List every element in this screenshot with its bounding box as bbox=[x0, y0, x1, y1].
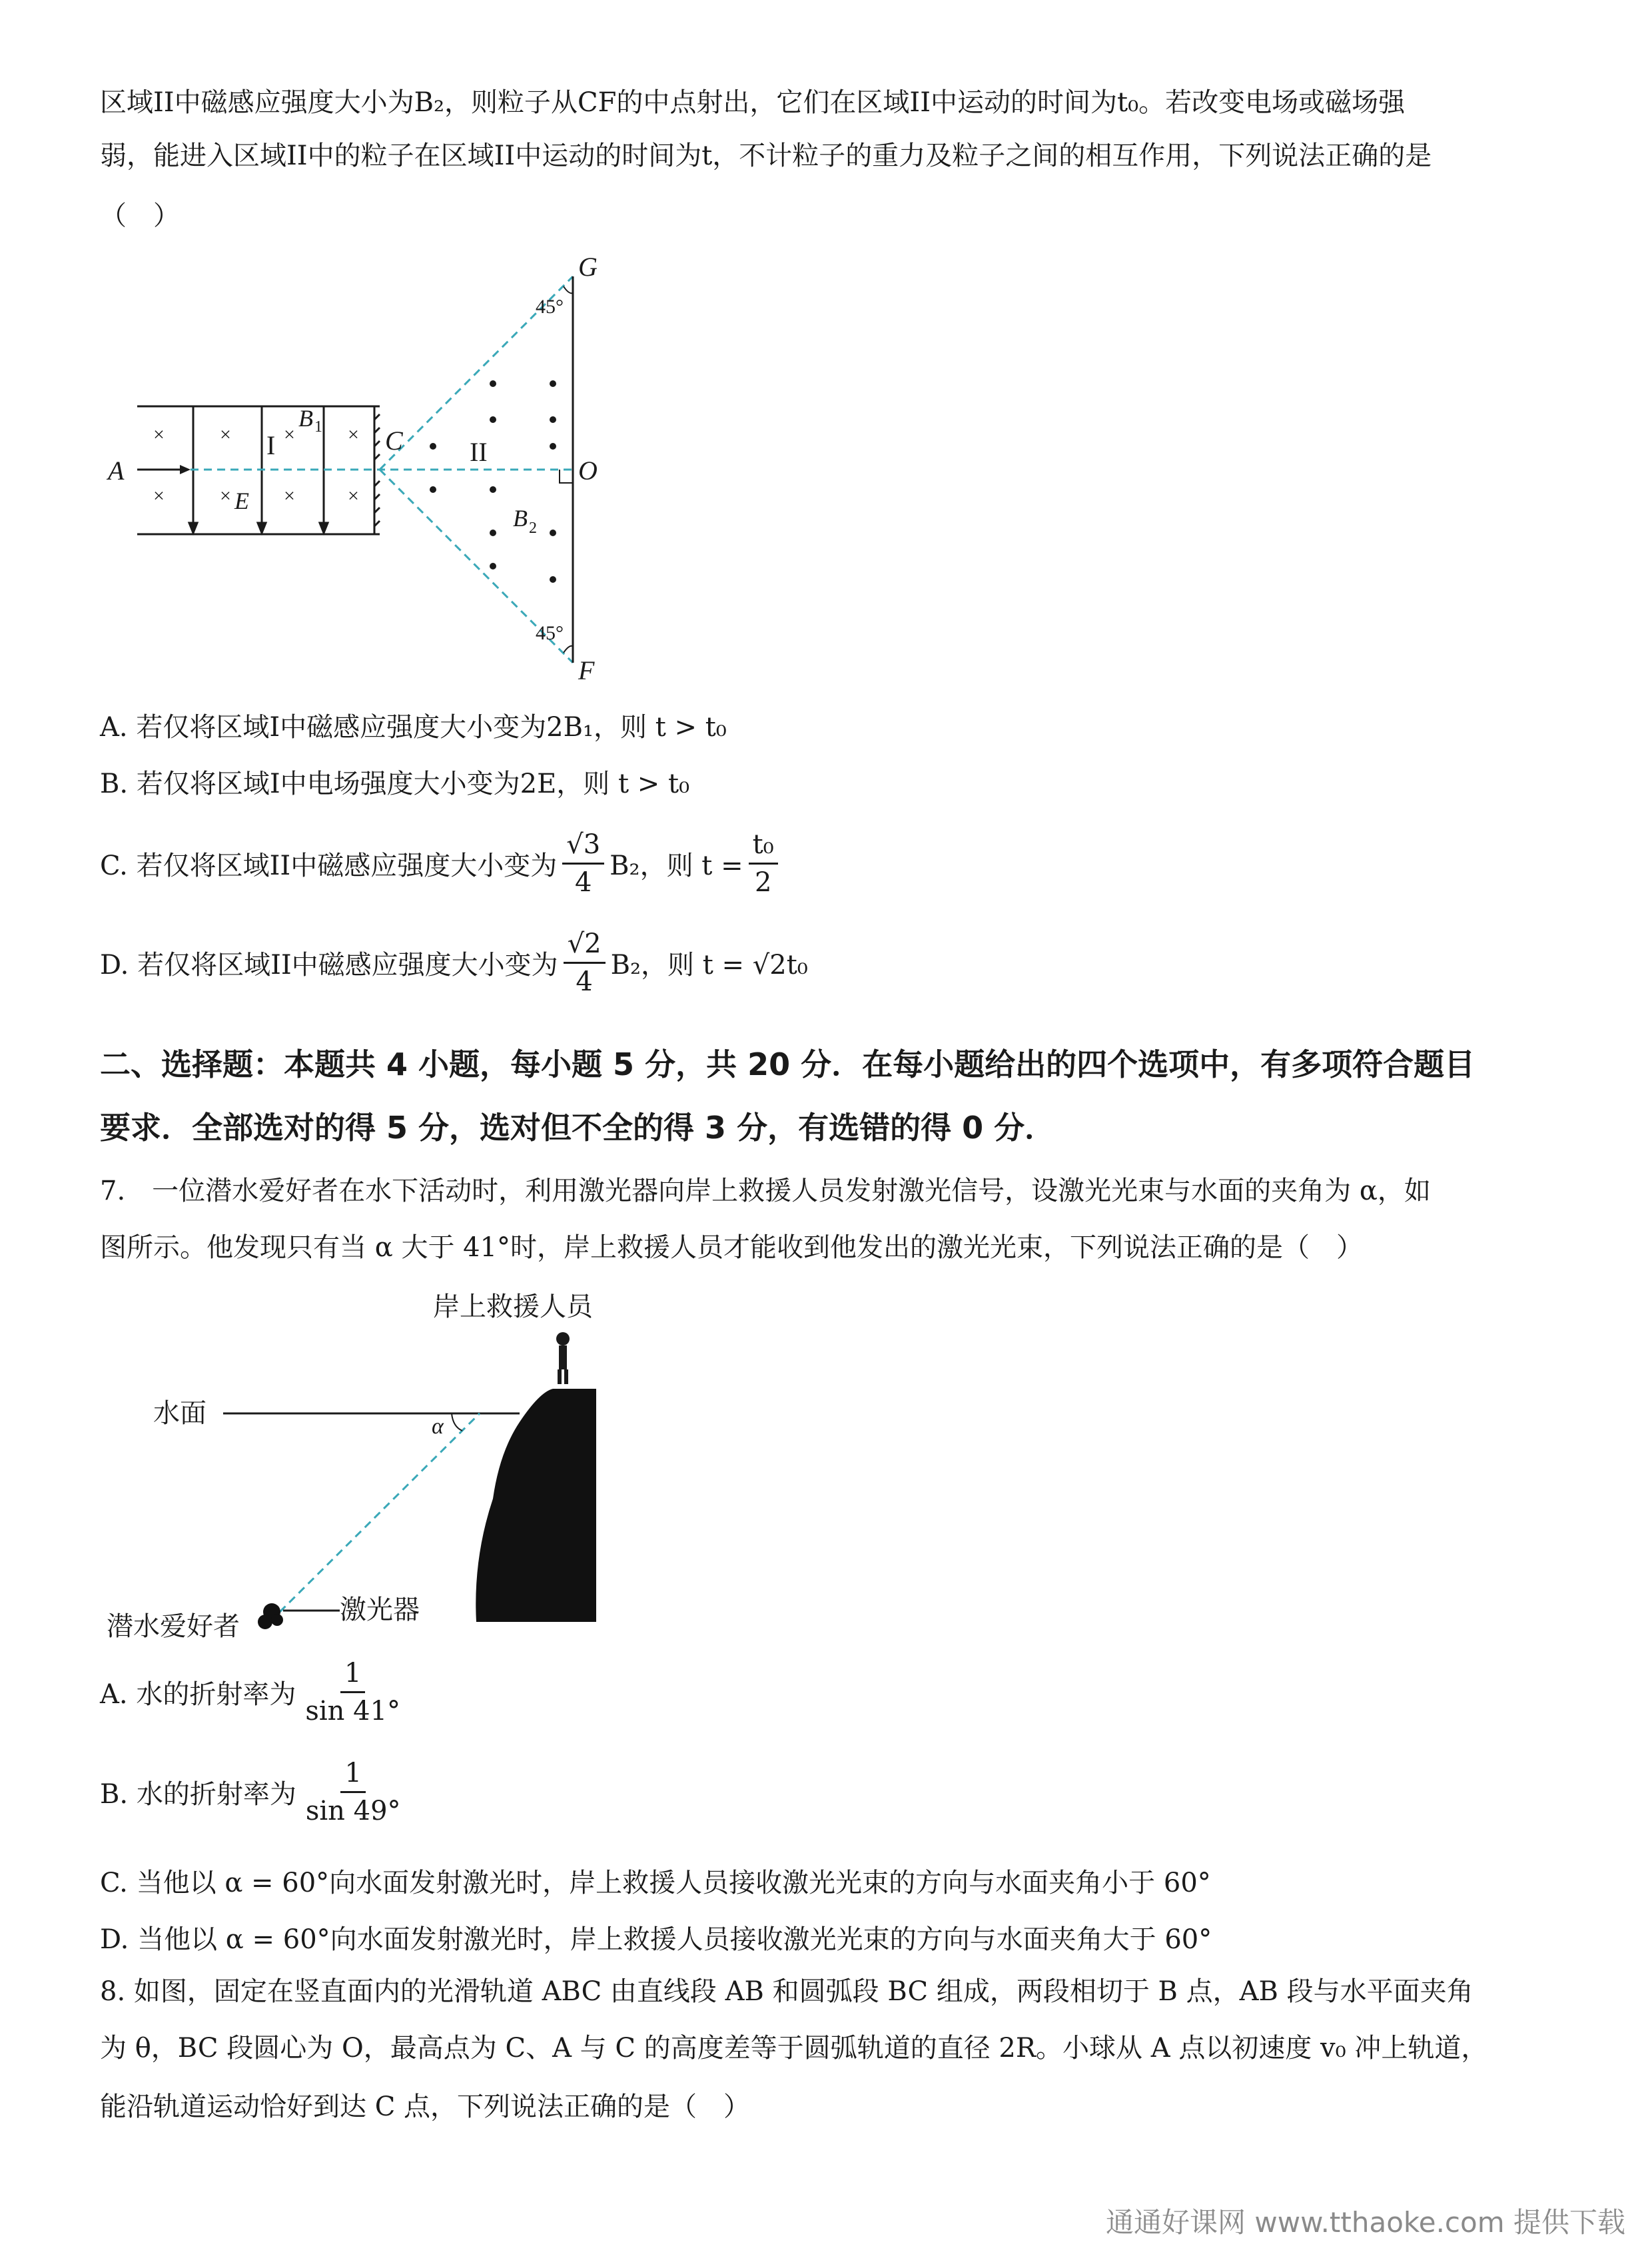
q7-option-b-fraction bbox=[302, 1758, 405, 1826]
q7-option-a-fraction bbox=[301, 1658, 404, 1726]
q6-text-line-1: 区域II中磁感应强度大小为B₂，则粒子从CF的中点射出，它们在区域II中运动的时间为t₀。若改变电场或磁场强 bbox=[100, 87, 1406, 118]
rescuer-figure bbox=[556, 1332, 570, 1384]
q6-option-c-prefix: C. 若仅将区域II中磁感应强度大小变为 bbox=[100, 850, 558, 881]
label-g: G bbox=[578, 253, 598, 282]
label-region-i: I bbox=[266, 430, 276, 460]
diver-figure bbox=[258, 1603, 283, 1629]
q7-option-d: D. 当他以 α = 60°向水面发射激光时，岸上救援人员接收激光光束的方向与水面夹角大于 60° bbox=[100, 1924, 1212, 1955]
svg-text:×: × bbox=[284, 424, 295, 446]
section2-heading-line-1: 二、选择题：本题共 4 小题，每小题 5 分，共 20 分．在每小题给出的四个选项中，有多项符合题目 bbox=[100, 1046, 1475, 1082]
label-b1-sub: 1 bbox=[314, 418, 322, 436]
svg-text:×: × bbox=[220, 485, 231, 507]
q7-option-b bbox=[100, 1752, 410, 1832]
q6-figure bbox=[100, 253, 633, 693]
q7-text-line-1: 7. 一位潜水爱好者在水下活动时，利用激光器向岸上救援人员发射激光信号，设激光光束与水面的夹角为 α，如 bbox=[100, 1176, 1431, 1206]
q7-text-line-2: 图所示。他发现只有当 α 大于 41°时，岸上救援人员才能收到他发出的激光光束，下列说法正确的是（ ） bbox=[100, 1232, 1364, 1263]
svg-text:×: × bbox=[153, 485, 165, 507]
cliff-shape bbox=[476, 1389, 596, 1622]
svg-text:×: × bbox=[153, 424, 165, 446]
q7-option-c: C. 当他以 α = 60°向水面发射激光时，岸上救援人员接收激光光束的方向与水面夹角小于 60° bbox=[100, 1867, 1211, 1898]
svg-text:×: × bbox=[220, 424, 231, 446]
fraction-numerator: √2 bbox=[564, 929, 606, 964]
fraction-denominator: 4 bbox=[574, 867, 592, 898]
label-diver: 潜水爱好者 bbox=[107, 1611, 240, 1641]
label-region-ii: II bbox=[470, 437, 488, 467]
svg-text:×: × bbox=[284, 485, 295, 507]
fraction-denominator: 2 bbox=[754, 867, 772, 898]
label-angle-bottom: 45° bbox=[536, 622, 564, 644]
q7-option-a bbox=[100, 1652, 410, 1732]
q8-text-line-2: 为 θ，BC 段圆心为 O，最高点为 C、A 与 C 的高度差等于圆弧轨道的直径 2R。小球从 A 点以初速度 v₀ 冲上轨道， bbox=[100, 2033, 1488, 2064]
label-rescuer: 岸上救援人员 bbox=[433, 1292, 593, 1321]
label-a: A bbox=[108, 456, 125, 486]
label-angle-top: 45° bbox=[536, 296, 564, 318]
label-e: E bbox=[234, 488, 249, 514]
fraction-numerator: 1 bbox=[340, 1758, 365, 1793]
q6-option-d-fraction bbox=[564, 929, 606, 997]
b1-crosses bbox=[153, 424, 359, 507]
label-b2-sub: 2 bbox=[529, 520, 537, 537]
q8-text-line-1: 8. 如图，固定在竖直面内的光滑轨道 ABC 由直线段 AB 和圆弧段 BC 组成，两段相切于 B 点，AB 段与水平面夹角 bbox=[100, 1976, 1473, 2007]
label-water-surface: 水面 bbox=[153, 1398, 206, 1428]
svg-text:×: × bbox=[348, 424, 359, 446]
label-laser: 激光器 bbox=[340, 1595, 420, 1625]
section2-heading-line-2: 要求．全部选对的得 5 分，选对但不全的得 3 分，有选错的得 0 分． bbox=[100, 1110, 1056, 1146]
q6-option-c-t-fraction bbox=[749, 829, 778, 898]
fraction-numerator: t₀ bbox=[749, 829, 778, 865]
q7-option-a-prefix: A. 水的折射率为 bbox=[100, 1679, 296, 1710]
q7-figure bbox=[100, 1279, 633, 1652]
fraction-denominator: sin 49° bbox=[305, 1795, 401, 1826]
q6-field-diagram bbox=[100, 253, 633, 693]
fraction-numerator: 1 bbox=[340, 1658, 365, 1693]
label-alpha: α bbox=[432, 1414, 444, 1439]
q6-option-d-suffix: B₂，则 t = √2t₀ bbox=[610, 949, 808, 980]
q6-text-line-3: （ ） bbox=[100, 200, 180, 231]
label-f: F bbox=[578, 655, 595, 685]
q8-text-line-3: 能沿轨道运动恰好到达 C 点，下列说法正确的是（ ） bbox=[100, 2091, 751, 2122]
label-c: C bbox=[385, 426, 403, 456]
footer-watermark: 通通好课网 www.tthaoke.com 提供下载 bbox=[1106, 2206, 1625, 2239]
label-b2: B bbox=[513, 505, 528, 532]
svg-text:×: × bbox=[348, 485, 359, 507]
q6-text-line-2: 弱，能进入区域II中的粒子在区域II中运动的时间为t，不计粒子的重力及粒子之间的相互作用，下列说法正确的是 bbox=[100, 141, 1432, 171]
q6-option-c bbox=[100, 823, 783, 903]
b2-dots bbox=[430, 380, 556, 583]
label-o: O bbox=[578, 456, 598, 486]
q6-option-d-prefix: D. 若仅将区域II中磁感应强度大小变为 bbox=[100, 949, 558, 980]
q6-option-c-fraction bbox=[562, 829, 604, 898]
fraction-denominator: 4 bbox=[576, 966, 593, 997]
q6-option-c-mid: B₂，则 t = bbox=[610, 850, 743, 881]
q6-option-b: B. 若仅将区域I中电场强度大小变为2E，则 t > t₀ bbox=[100, 768, 690, 799]
label-b1: B bbox=[298, 405, 313, 432]
q7-option-b-prefix: B. 水的折射率为 bbox=[100, 1778, 296, 1810]
fraction-denominator: sin 41° bbox=[305, 1695, 401, 1726]
q7-laser-diagram bbox=[100, 1279, 633, 1652]
q6-option-d bbox=[100, 923, 808, 1002]
q6-option-a: A. 若仅将区域I中磁感应强度大小变为2B₁，则 t > t₀ bbox=[100, 711, 727, 743]
fraction-numerator: √3 bbox=[562, 829, 604, 865]
